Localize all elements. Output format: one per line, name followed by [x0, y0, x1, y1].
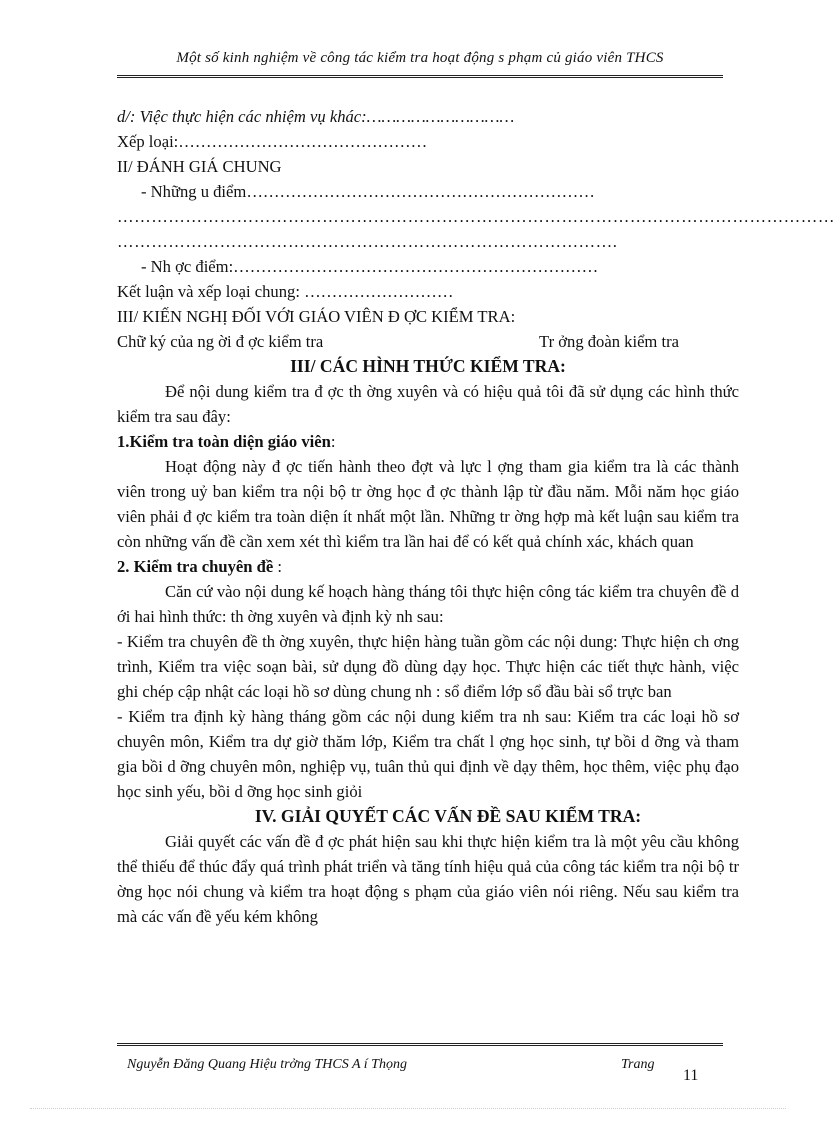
- nhuoc-diem-line: - Nh ợc điểm:…………………………………………………………: [141, 257, 599, 276]
- section-iv-title: IV. GIẢI QUYẾT CÁC VẤN ĐỀ SAU KIỂM TRA:: [254, 806, 642, 826]
- section-iii-kien-nghi-title: III/ KIẾN NGHỊ ĐỐI VỚI GIÁO VIÊN Đ ỢC KIỂM TRA:: [117, 307, 516, 326]
- item-d: d/: Việc thực hiện các nhiệm vụ khác:…………………………: [117, 107, 515, 126]
- footer-page-label: Trang: [621, 1057, 655, 1072]
- running-header: Một số kinh nghiệm về công tác kiểm tra hoạt động s phạm củ giáo viên THCS: [176, 50, 664, 66]
- intro-paragraph: Để nội dung kiểm tra đ ợc th ờng xuyên và có hiệu quả tôi đã sử dụng các hình thức kiểm tra sau đây:: [117, 382, 739, 426]
- dotted-fill-line-1: ………………………………………………………………………………………………………………: [117, 207, 835, 226]
- subsection-2-paragraph: Căn cứ vào nội dung kế hoạch hàng tháng tôi thực hiện công tác kiểm tra chuyên đề d ới hai hình thức: th ờng xuyên và định kỳ nh sau:: [117, 582, 739, 626]
- ket-luan-line: Kết luận và xếp loại chung: ………………………: [117, 282, 454, 301]
- header-rule: [117, 75, 723, 81]
- subsection-1-heading: [117, 429, 739, 454]
- signature-row: [117, 329, 739, 354]
- subsection-2-title: 2. Kiểm tra chuyên đề: [117, 557, 274, 576]
- subsection-2-colon: :: [273, 557, 283, 576]
- dotted-fill-line-2: …………………………………………………………………………….: [117, 232, 618, 251]
- page-bottom-border: [30, 1108, 786, 1109]
- signature-left-label: Chữ ký của ng ời đ ợc kiểm tra: [117, 332, 324, 351]
- bullet-thuong-xuyen: - Kiểm tra chuyên đề th ờng xuyên, thực hiện hàng tuần gồm các nội dung: Thực hiện ch ơng trình, Kiểm tra việc soạn bài, sử dụng đồ dùng dạy học. Thực hiện các tiết thực hành, việc ghi chép cập nhật các loại hồ sơ dùng chung nh : sổ điểm lớp sổ đầu bài sổ trực ban: [117, 632, 739, 701]
- subsection-2-heading: [117, 554, 739, 579]
- section-iii-hinh-thuc-title: III/ CÁC HÌNH THỨC KIỂM TRA:: [290, 356, 566, 376]
- section-ii-title: II/ ĐÁNH GIÁ CHUNG: [117, 157, 282, 176]
- signature-right-label: Tr ởng đoàn kiểm tra: [539, 332, 679, 351]
- subsection-1-title: 1.Kiểm tra toàn diện giáo viên: [117, 432, 331, 451]
- page-number: 11: [683, 1067, 699, 1084]
- subsection-1-paragraph: Hoạt động này đ ợc tiến hành theo đợt và lực l ợng tham gia kiểm tra là các thành viên trong uỷ ban kiểm tra nội bộ tr ờng học đ ợc thành lập từ đầu năm. Mỗi năm học giáo viên phải đ ợc kiểm tra toàn diện ít nhất một lần. Những tr ờng hợp mà kết luận sau kiểm tra còn những vấn đề cần xem xét thì kiểm tra lần hai để có kết quả chính xác, khách quan: [117, 457, 739, 551]
- subsection-1-colon: :: [330, 432, 336, 451]
- xep-loai-line: Xếp loại:………………………………………: [117, 132, 428, 151]
- footer-rule: [117, 1043, 723, 1049]
- uu-diem-line: - Những u điểm………………………………………………………: [141, 182, 595, 201]
- document-body: [117, 104, 835, 929]
- bullet-dinh-ky: - Kiểm tra định kỳ hàng tháng gồm các nội dung kiểm tra nh sau: Kiểm tra các loại hồ sơ chuyên môn, Kiểm tra dự giờ thăm lớp, Kiểm tra chất l ợng học sinh, tự bồi d ỡng và tham gia bồi d ỡng chuyên môn, nghiệp vụ, tuân thủ qui định về dạy thêm, học thêm, việc phụ đạo học sinh yếu, bồi d ỡng học sinh giỏi: [117, 707, 739, 801]
- section-iv-paragraph: Giải quyết các vấn đề đ ợc phát hiện sau khi thực hiện kiểm tra là một yêu cầu không thể thiếu để thúc đẩy quá trình phát triển và tăng tính hiệu quả của công tác kiểm tra nội bộ tr ờng học nói chung và kiểm tra hoạt động s phạm của giáo viên nói riêng. Nếu sau kiểm tra mà các vấn đề yếu kém không: [117, 832, 739, 926]
- footer-author: Nguyễn Đăng Quang Hiệu trởng THCS A í Thọng: [127, 1057, 407, 1072]
